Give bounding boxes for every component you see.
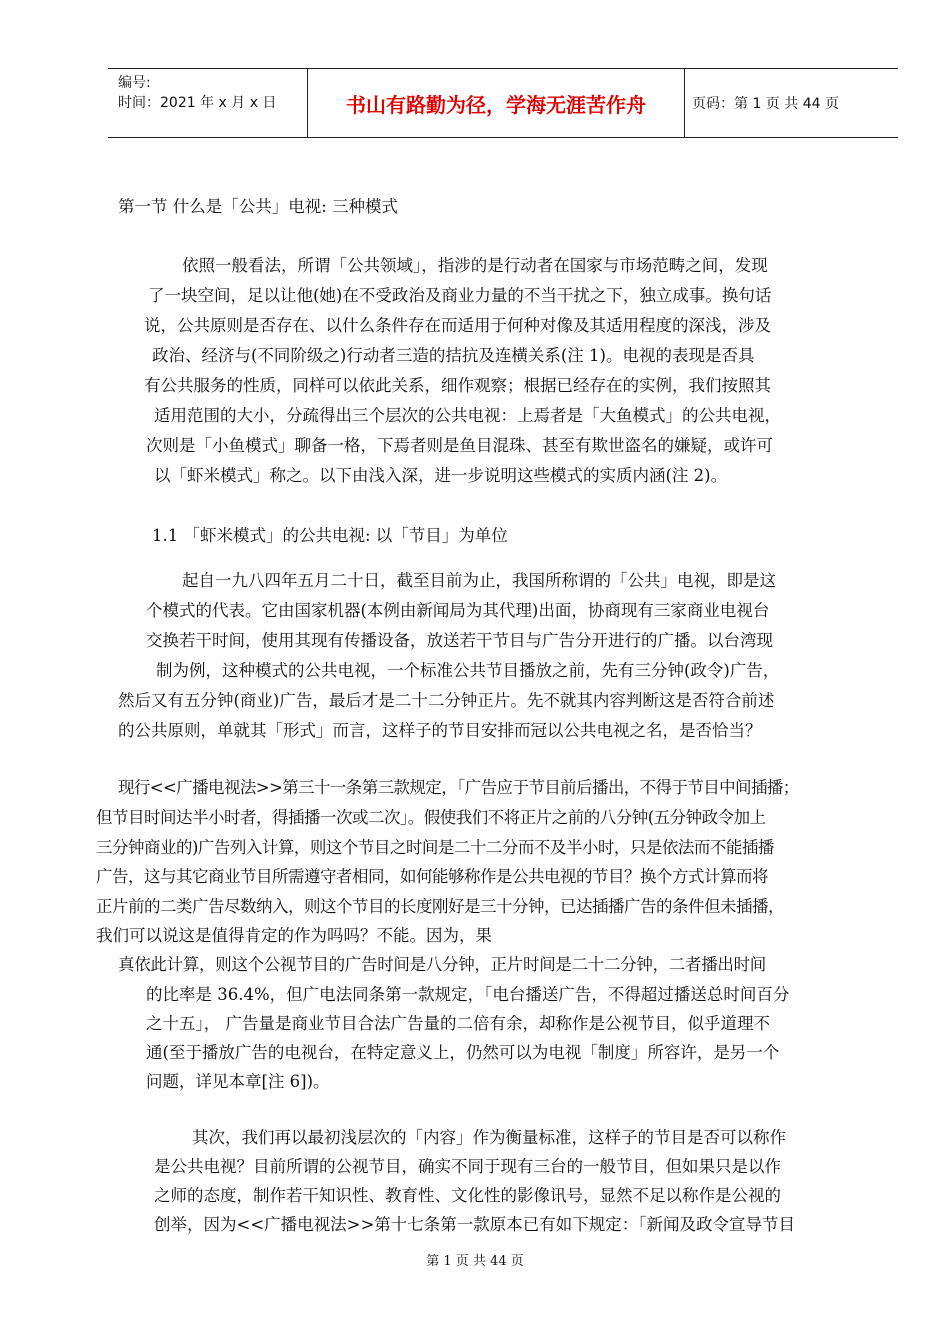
- text-line: 之师的态度，制作若干知识性、教育性、文化性的影像讯号，显然不足以称作是公视的: [154, 1186, 781, 1205]
- text-line: 适用范围的大小，分疏得出三个层次的公共电视：上焉者是「大鱼模式」的公共电视，: [154, 406, 781, 425]
- text-line: 其次，我们再以最初浅层次的「内容」作为衡量标准，这样子的节目是否可以称作: [192, 1128, 786, 1147]
- text-line: 之十五」， 广告量是商业节目合法广告量的二倍有余，却称作是公视节目，似乎道理不: [146, 1014, 770, 1033]
- text-line: 起自一九八四年五月二十日，截至目前为止，我国所称谓的「公共」电视，即是这: [182, 571, 776, 590]
- text-line: 广告，这与其它商业节目所需遵守者相同，如何能够称作是公共电视的节目？换个方式计算而将: [96, 867, 768, 886]
- text-line: 次则是「小鱼模式」聊备一格，下焉者则是鱼目混珠、甚至有欺世盗名的嫌疑，或许可: [146, 436, 773, 455]
- text-line: 政治、经济与(不同阶级之)行动者三造的拮抗及连横关系(注 1)。电视的表现是否具: [152, 346, 755, 365]
- header-meta-cell: [108, 69, 308, 137]
- text-line: 个模式的代表。它由国家机器(本例由新闻局为其代理)出面，协商现有三家商业电视台: [146, 601, 770, 620]
- text-line: 正片前的二类广告尽数纳入，则这个节目的长度刚好是三十分钟，已达插播广告的条件但未插播，: [96, 897, 784, 916]
- text-line: 创举，因为<<广播电视法>>第十七条第一款原本已有如下规定：「新闻及政令宣导节目: [154, 1215, 796, 1234]
- text-line: 现行<<广播电视法>>第三十一条第三款规定，「广告应于节目前后播出，不得于节目中间插播；: [118, 778, 799, 797]
- text-line: 然后又有五分钟(商业)广告，最后才是二十二分钟正片。先不就其内容判断这是否符合前述: [118, 691, 775, 710]
- date-line: 时间：2021 年 x 月 x 日: [118, 95, 277, 111]
- text-line: 但节目时间达半小时者，得插播一次或二次」。假使我们不将正片之前的八分钟(五分钟政令加上: [96, 808, 766, 827]
- page-header: [108, 68, 898, 138]
- subsection-title: 1.1 「虾米模式」的公共电视: 以「节目」为单位: [152, 526, 508, 545]
- text-line: 的比率是 36.4%，但广电法同条第一款规定，「电台播送广告，不得超过播送总时间百分: [146, 985, 790, 1004]
- header-page-info: 页码：第 1 页 共 44 页: [692, 96, 839, 112]
- text-line: 说，公共原则是否存在、以什么条件存在而适用于何种对像及其适用程度的深浅，涉及: [144, 316, 771, 335]
- text-line: 问题，详见本章[注 6])。: [146, 1072, 330, 1091]
- text-line: 三分钟商业的)广告列入计算，则这个节目之时间是二十二分而不及半小时，只是依法而不能插播: [96, 838, 774, 857]
- section-title: 第一节 什么是「公共」电视: 三种模式: [118, 197, 399, 216]
- text-line: 交换若干时间，使用其现有传播设备，放送若干节目与广告分开进行的广播。以台湾现: [146, 631, 773, 650]
- text-line: 我们可以说这是值得肯定的作为吗吗？不能。因为，果: [96, 926, 492, 945]
- serial-label: 编号:: [118, 75, 151, 91]
- text-line: 了一块空间，足以让他(她)在不受政治及商业力量的不当干扰之下，独立成事。换句话: [148, 286, 772, 305]
- text-line: 的公共原则，单就其「形式」而言，这样子的节目安排而冠以公共电视之名，是否恰当？: [118, 721, 762, 740]
- text-line: 依照一般看法，所谓「公共领域」，指涉的是行动者在国家与市场范畴之间，发现: [182, 256, 768, 275]
- text-line: 是公共电视？目前所谓的公视节目，确实不同于现有三台的一般节目，但如果只是以作: [154, 1157, 781, 1176]
- text-line: 通(至于播放广告的电视台，在特定意义上，仍然可以为电视「制度」所容许，是另一个: [146, 1043, 780, 1062]
- page-footer: 第 1 页 共 44 页: [426, 1254, 524, 1269]
- text-line: 真依此计算，则这个公视节目的广告时间是八分钟，正片时间是二十二分钟，二者播出时间: [118, 955, 767, 974]
- text-line: 制为例，这种模式的公共电视，一个标准公共节目播放之前，先有三分钟(政令)广告，: [156, 661, 780, 680]
- text-line: 以「虾米模式」称之。以下由浅入深，进一步说明这些模式的实质内涵(注 2)。: [154, 466, 728, 485]
- header-motto: 书山有路勤为径，学海无涯苦作舟: [308, 69, 685, 137]
- text-line: 有公共服务的性质，同样可以依此关系，细作观察；根据已经存在的实例，我们按照其: [144, 376, 771, 395]
